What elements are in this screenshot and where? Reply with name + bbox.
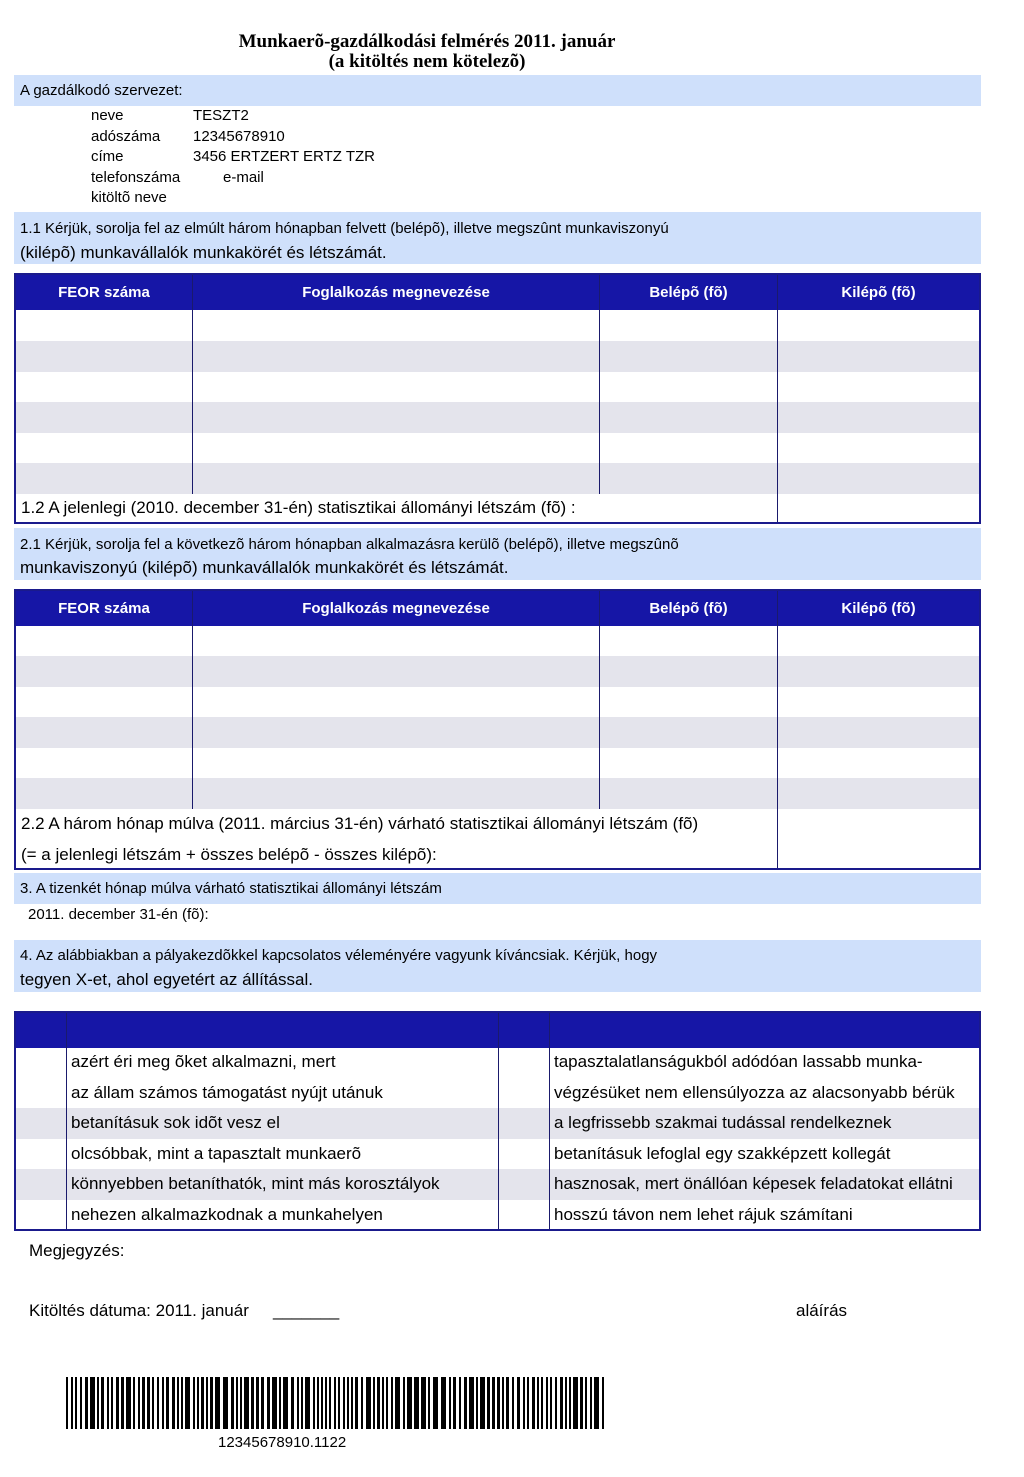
barcode-bar xyxy=(261,1377,264,1429)
section2-divider xyxy=(777,591,778,868)
barcode-bar xyxy=(142,1377,145,1429)
opinion-left-item: betanításuk sok idõt vesz el xyxy=(71,1113,280,1132)
barcode-bar xyxy=(147,1377,150,1429)
barcode-bar xyxy=(569,1377,571,1429)
section3-band xyxy=(14,873,981,904)
barcode-bar xyxy=(476,1377,478,1429)
barcode-bar xyxy=(414,1377,419,1429)
barcode-bar xyxy=(321,1377,323,1429)
barcode-bar xyxy=(251,1377,254,1429)
barcode-bar xyxy=(172,1377,175,1429)
org-email-label: e-mail xyxy=(223,169,264,186)
section1-band xyxy=(14,212,981,264)
section4-question-line1: 4. Az alábbiakban a pályakezdõkkel kapcsolatos véleményére vagyunk kíváncsiak. Kérjük, hogy xyxy=(20,947,658,964)
barcode-bar xyxy=(506,1377,509,1429)
barcode-bar xyxy=(177,1377,179,1429)
barcode-bar xyxy=(305,1377,310,1429)
org-phone-label: telefonszáma xyxy=(91,169,181,186)
barcode-bar xyxy=(121,1377,124,1429)
barcode-bar xyxy=(366,1377,371,1429)
barcode-text: 12345678910.1122 xyxy=(218,1434,347,1451)
barcode-bar xyxy=(585,1377,587,1429)
barcode-bar xyxy=(502,1377,504,1429)
barcode-bar xyxy=(541,1377,543,1429)
date-label: Kitöltés dátuma: 2011. január xyxy=(29,1301,249,1320)
barcode-bar xyxy=(347,1377,349,1429)
barcode-bar xyxy=(272,1377,277,1429)
barcode-bar xyxy=(391,1377,393,1429)
barcode-bar xyxy=(97,1377,99,1429)
barcode-bar xyxy=(338,1377,340,1429)
section3-question-line2: 2011. december 31-én (fõ): xyxy=(28,906,209,923)
barcode-bar xyxy=(317,1377,319,1429)
opinion-left-item: könnyebben betaníthatók, mint más korosztályok xyxy=(71,1174,440,1193)
barcode-bar xyxy=(453,1377,456,1429)
section2-row-stripe xyxy=(16,656,979,687)
barcode-bar xyxy=(377,1377,380,1429)
section4-question-line2: tegyen X-et, ahol egyetért az állítással. xyxy=(20,970,313,989)
section1-col-in: Belépõ (fõ) xyxy=(649,284,728,301)
opinion-right-item: hasznosak, mert önállóan képesek feladatokat ellátni xyxy=(554,1174,953,1193)
barcode-bar xyxy=(532,1377,535,1429)
signature-label: aláírás xyxy=(796,1301,848,1320)
section1-col-feor: FEOR száma xyxy=(58,284,150,301)
section1-question-line2: (kilépõ) munkavállalók munkakörét és létszámát. xyxy=(20,243,387,262)
org-tax-value: 12345678910 xyxy=(193,128,285,145)
barcode-bar xyxy=(85,1377,88,1429)
barcode-bar xyxy=(421,1377,426,1429)
barcode-bar xyxy=(210,1377,213,1429)
page-title: Munkaerõ-gazdálkodási felmérés 2011. január xyxy=(238,31,616,52)
barcode-bar xyxy=(395,1377,400,1429)
barcode-bar xyxy=(256,1377,259,1429)
section2-question-line1: 2.1 Kérjük, sorolja fel a következõ három hónapban alkalmazásra kerülõ (belépõ), illetve megszûnõ xyxy=(20,536,679,553)
barcode-bar xyxy=(193,1377,195,1429)
barcode-bar xyxy=(550,1377,552,1429)
barcode-bar xyxy=(329,1377,331,1429)
opinion-divider xyxy=(66,1013,67,1229)
section2-stat-line2: (= a jelenlegi létszám + összes belépõ - összes kilépõ): xyxy=(21,845,437,864)
page-subtitle: (a kitöltés nem kötelezõ) xyxy=(328,51,526,72)
barcode-bar xyxy=(464,1377,467,1429)
barcode-bar xyxy=(215,1377,220,1429)
barcode-bar xyxy=(343,1377,345,1429)
barcode-bar xyxy=(523,1377,525,1429)
barcode-bar xyxy=(361,1377,363,1429)
barcode-bar xyxy=(386,1377,388,1429)
barcode-bar xyxy=(441,1377,446,1429)
barcode-bar xyxy=(512,1377,514,1429)
section2-band xyxy=(14,528,981,580)
section2-question-line2: munkaviszonyú (kilépõ) munkavállalók munkakörét és létszámát. xyxy=(20,558,509,577)
barcode-bar xyxy=(71,1377,73,1429)
barcode-bar xyxy=(527,1377,529,1429)
section4-band xyxy=(14,940,981,992)
section2-table xyxy=(14,589,981,870)
org-filler-label: kitöltõ neve xyxy=(91,189,167,206)
barcode-bar xyxy=(201,1377,204,1429)
barcode-bar xyxy=(594,1377,599,1429)
opinion-left-item: nehezen alkalmazkodnak a munkahelyen xyxy=(71,1205,383,1224)
section2-col-occupation: Foglalkozás megnevezése xyxy=(302,600,490,617)
barcode-bar xyxy=(433,1377,438,1429)
barcode-bar xyxy=(555,1377,557,1429)
section1-divider xyxy=(599,275,600,494)
barcode-bar xyxy=(480,1377,485,1429)
barcode-bar xyxy=(80,1377,82,1429)
barcode-bar xyxy=(181,1377,183,1429)
barcode-bar xyxy=(301,1377,303,1429)
section1-row-stripe xyxy=(16,402,979,433)
barcode-bar xyxy=(90,1377,95,1429)
opinion-right-item: tapasztalatlanságukból adódóan lassabb munka- xyxy=(554,1052,923,1071)
barcode xyxy=(66,1377,607,1429)
opinion-right-item: végzésüket nem ellensúlyozza az alacsonyabb bérük xyxy=(554,1083,955,1102)
opinion-right-item: betanításuk lefoglal egy szakképzett kollegát xyxy=(554,1144,891,1163)
section1-row-stripe xyxy=(16,341,979,372)
section1-question-line1: 1.1 Kérjük, sorolja fel az elmúlt három hónapban felvett (belépõ), illetve megszûnt munkaviszonyú xyxy=(20,220,669,237)
barcode-bar xyxy=(313,1377,315,1429)
barcode-bar xyxy=(206,1377,208,1429)
barcode-bar xyxy=(449,1377,451,1429)
barcode-bar xyxy=(602,1377,604,1429)
org-section-band xyxy=(14,75,981,106)
section2-col-out: Kilépõ (fõ) xyxy=(841,600,916,617)
barcode-bar xyxy=(325,1377,327,1429)
barcode-bar xyxy=(157,1377,159,1429)
barcode-bar xyxy=(138,1377,140,1429)
barcode-bar xyxy=(537,1377,539,1429)
section1-stat-label: 1.2 A jelenlegi (2010. december 31-én) statisztikai állományi létszám (fõ) : xyxy=(21,498,576,517)
barcode-bar xyxy=(492,1377,495,1429)
barcode-bar xyxy=(111,1377,113,1429)
barcode-bar xyxy=(283,1377,288,1429)
opinion-left-item: az állam számos támogatást nyújt utánuk xyxy=(71,1083,383,1102)
barcode-bar xyxy=(244,1377,249,1429)
barcode-bar xyxy=(546,1377,548,1429)
barcode-bar xyxy=(517,1377,520,1429)
barcode-bar xyxy=(382,1377,384,1429)
barcode-bar xyxy=(133,1377,135,1429)
section1-divider xyxy=(777,275,778,522)
barcode-bar xyxy=(459,1377,461,1429)
barcode-bar xyxy=(403,1377,405,1429)
section1-divider xyxy=(192,275,193,494)
note-label: Megjegyzés: xyxy=(29,1241,125,1260)
opinion-right-item: a legfrissebb szakmai tudással rendelkeznek xyxy=(554,1113,892,1132)
barcode-bar xyxy=(291,1377,294,1429)
opinion-right-item: hosszú távon nem lehet rájuk számítani xyxy=(554,1205,853,1224)
barcode-bar xyxy=(407,1377,412,1429)
barcode-bar xyxy=(565,1377,567,1429)
barcode-bar xyxy=(185,1377,190,1429)
section2-stat-line1: 2.2 A három hónap múlva (2011. március 31-én) várható statisztikai állományi létszám (fõ) xyxy=(21,814,699,833)
section2-row-stripe xyxy=(16,778,979,809)
barcode-bar xyxy=(297,1377,299,1429)
section2-col-feor: FEOR száma xyxy=(58,600,150,617)
barcode-bar xyxy=(267,1377,270,1429)
barcode-bar xyxy=(162,1377,164,1429)
barcode-bar xyxy=(152,1377,154,1429)
opinion-left-item: azért éri meg õket alkalmazni, mert xyxy=(71,1052,336,1071)
barcode-bar xyxy=(231,1377,234,1429)
barcode-bar xyxy=(236,1377,238,1429)
org-name-label: neve xyxy=(91,107,124,124)
barcode-bar xyxy=(487,1377,490,1429)
org-section-label: A gazdálkodó szervezet: xyxy=(20,82,183,99)
opinion-right-checkbox-column[interactable] xyxy=(499,1048,549,1229)
barcode-bar xyxy=(355,1377,358,1429)
section2-col-in: Belépõ (fõ) xyxy=(649,600,728,617)
section1-col-occupation: Foglalkozás megnevezése xyxy=(302,284,490,301)
section2-row-stripe xyxy=(16,717,979,748)
barcode-bar xyxy=(66,1377,68,1429)
section1-row-stripe xyxy=(16,463,979,494)
section3-question-line1: 3. A tizenkét hónap múlva várható statisztikai állományi létszám xyxy=(20,880,442,897)
opinion-table xyxy=(14,1011,981,1231)
barcode-bar xyxy=(560,1377,563,1429)
barcode-bar xyxy=(101,1377,104,1429)
barcode-bar xyxy=(428,1377,430,1429)
barcode-bar xyxy=(497,1377,500,1429)
opinion-divider xyxy=(549,1013,550,1229)
opinion-left-checkbox-column[interactable] xyxy=(16,1048,66,1229)
section2-divider xyxy=(599,591,600,809)
org-address-value: 3456 ERTZERT ERTZ TZR xyxy=(193,148,375,165)
org-tax-label: adószáma xyxy=(91,128,161,145)
barcode-bar xyxy=(469,1377,474,1429)
section1-table-header xyxy=(16,275,979,310)
section2-divider xyxy=(192,591,193,809)
barcode-bar xyxy=(116,1377,119,1429)
barcode-bar xyxy=(279,1377,281,1429)
section1-table xyxy=(14,273,981,524)
barcode-bar xyxy=(373,1377,375,1429)
org-name-value: TESZT2 xyxy=(193,107,249,124)
barcode-bar xyxy=(197,1377,199,1429)
barcode-bar xyxy=(573,1377,578,1429)
section1-col-out: Kilépõ (fõ) xyxy=(841,284,916,301)
barcode-bar xyxy=(590,1377,592,1429)
barcode-bar xyxy=(334,1377,336,1429)
barcode-bar xyxy=(351,1377,353,1429)
org-address-label: címe xyxy=(91,148,124,165)
barcode-bar xyxy=(75,1377,77,1429)
opinion-left-item: olcsóbbak, mint a tapasztalt munkaerõ xyxy=(71,1144,362,1163)
section2-table-header xyxy=(16,591,979,626)
barcode-bar xyxy=(107,1377,109,1429)
barcode-bar xyxy=(240,1377,242,1429)
barcode-bar xyxy=(223,1377,228,1429)
barcode-bar xyxy=(166,1377,169,1429)
barcode-bar xyxy=(580,1377,583,1429)
barcode-bar xyxy=(126,1377,131,1429)
date-blank[interactable]: _______ xyxy=(273,1301,340,1320)
